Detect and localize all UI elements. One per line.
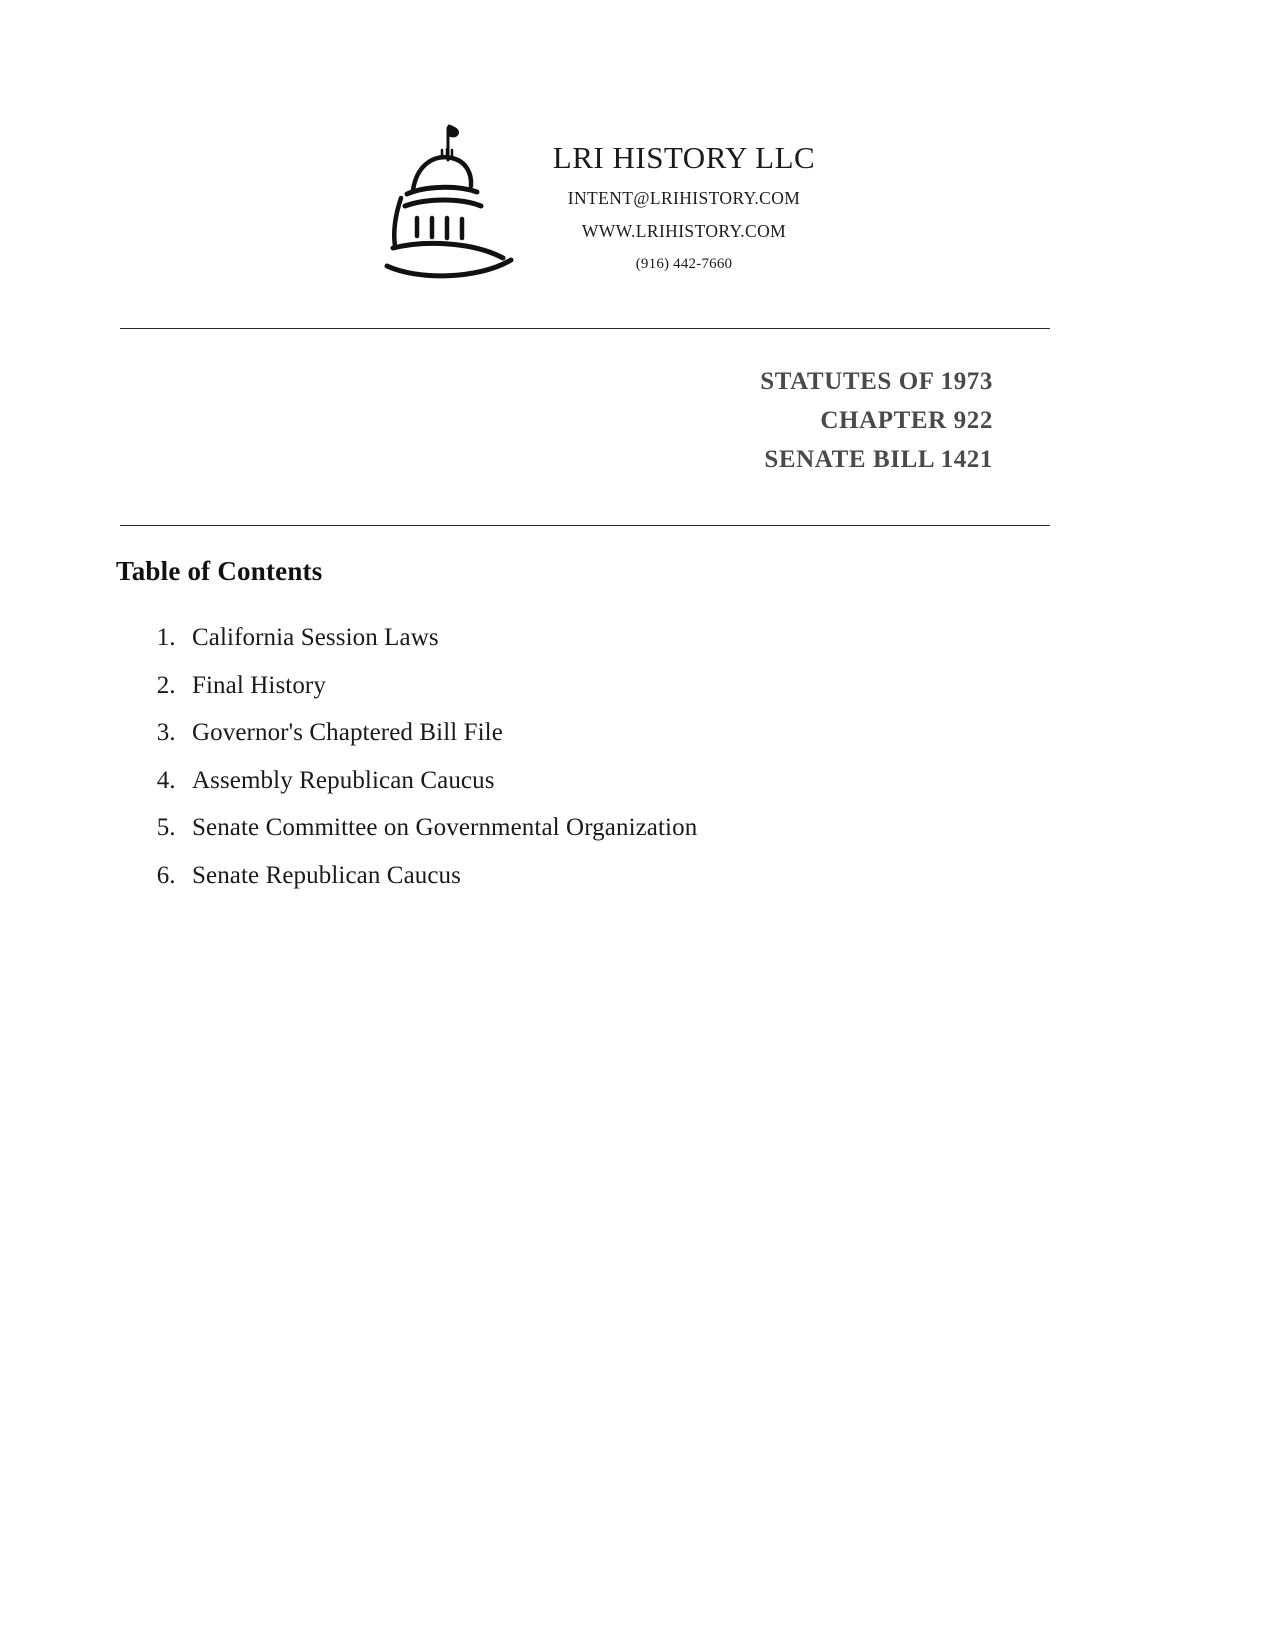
capitol-dome-icon (377, 120, 517, 295)
list-item[interactable]: 1. California Session Laws (182, 614, 697, 662)
list-item[interactable]: 3. Governor's Chaptered Bill File (182, 709, 697, 757)
divider-top (120, 328, 1050, 329)
brand-block (553, 118, 815, 273)
company-email: INTENT@LRIHISTORY.COM (567, 188, 801, 208)
table-of-contents-list (116, 614, 697, 899)
letterhead (0, 118, 1276, 293)
company-phone: (916) 442-7660 (635, 256, 733, 272)
chapter-line: CHAPTER 922 (820, 407, 993, 434)
divider-bottom (120, 525, 1050, 526)
document-title-block (120, 362, 993, 479)
list-item[interactable]: 6. Senate Republican Caucus (182, 852, 697, 900)
page-title: Table of Contents (116, 556, 323, 586)
bill-line: SENATE BILL 1421 (764, 446, 993, 473)
company-website: WWW.LRIHISTORY.COM (581, 221, 787, 241)
company-name: LRI HISTORY LLC (552, 140, 816, 175)
list-item[interactable]: 4. Assembly Republican Caucus (182, 757, 697, 805)
list-item[interactable]: 5. Senate Committee on Governmental Organization (182, 804, 697, 852)
statutes-line: STATUTES OF 1973 (760, 368, 993, 395)
list-item[interactable]: 2. Final History (182, 662, 697, 710)
